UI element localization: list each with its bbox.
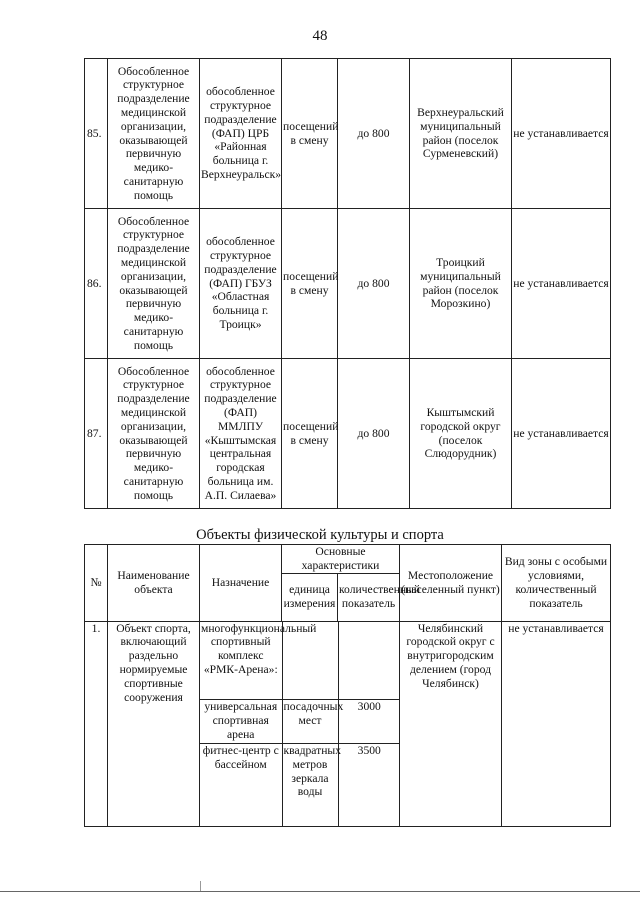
purpose-group [200,621,400,826]
object-name: Обособленное структурное подразделение медицинской организации, оказывающей первичную медико-санитарную помощь [108,59,200,209]
header-num: № [85,545,108,622]
table-row [85,621,611,826]
value-cell: до 800 [338,359,410,509]
sub-facilities [200,622,400,826]
object-name: Обособленное структурное подразделение медицинской организации, оказывающей первичную медико-санитарную помощь [108,359,200,509]
sub-row [200,744,400,826]
sub-purpose: фитнес-центр с бассейном [200,744,282,826]
complex-purpose: многофункциональный спортивный комплекс «РМК-Арена»: [201,621,317,676]
section-title: Объекты физической культуры и спорта [196,527,444,543]
value-cell [338,622,400,700]
value-cell: до 800 [338,59,410,209]
unit-cell: квадратных метров зеркала воды [282,744,338,826]
header-name: Наименование объекта [108,545,200,622]
sub-purpose: универсальная спортивная арена [200,700,282,744]
location-cell: Троицкий муниципальный район (поселок Морозкино) [410,209,512,359]
location-cell: Верхнеуральский муниципальный район (поселок Сурменевский) [410,59,512,209]
object-purpose: обособленное структурное подразделение (ФАП) ЦРБ «Районная больница г. Верхнеуральск» [200,59,282,209]
table-row [85,59,611,209]
footer-mark [200,881,201,891]
unit-cell: посадочных мест [282,700,338,744]
table-row [85,359,611,509]
zone-cell: не устанавливается [512,209,611,359]
row-number: 87. [85,359,108,509]
header-location: Местоположение (населенный пункт) [400,545,502,622]
row-number: 85. [85,59,108,209]
zone-cell: не устанавливается [512,59,611,209]
zone-cell: не устанавливается [502,621,611,826]
unit-cell: посещений в смену [282,359,338,509]
object-name: Обособленное структурное подразделение медицинской организации, оказывающей первичную медико-санитарную помощь [108,209,200,359]
header-purpose: Назначение [200,545,282,622]
object-purpose: обособленное структурное подразделение (ФАП) ММЛПУ «Кыштымская центральная городская больница им. А.П. Силаева» [200,359,282,509]
zone-cell: не устанавливается [512,359,611,509]
table-medical-facilities [84,58,611,509]
sub-row [200,700,400,744]
row-number: 1. [85,621,108,826]
value-cell: 3000 [338,700,400,744]
value-cell: до 800 [338,209,410,359]
unit-cell: посещений в смену [282,59,338,209]
header-unit: единица измерения [282,573,338,621]
object-name: Объект спорта, включающий раздельно нормируемые спортивные сооружения [108,621,200,826]
sub-row [200,622,400,700]
table-row [85,209,611,359]
object-purpose: обособленное структурное подразделение (ФАП) ГБУЗ «Областная больница г. Троицк» [200,209,282,359]
location-cell: Кыштымский городской округ (поселок Слюдорудник) [410,359,512,509]
footer-line [0,891,640,892]
page-number: 48 [312,28,328,44]
unit-cell: посещений в смену [282,209,338,359]
row-number: 86. [85,209,108,359]
header-characteristics: Основные характеристики [282,545,400,574]
header-zone: Вид зоны с особыми условиями, количественный показатель [502,545,611,622]
value-cell: 3500 [338,744,400,826]
location-cell: Челябинский городской округ с внутригородским делением (город Челябинск) [400,621,502,826]
header-value: количественный показатель [338,573,400,621]
table-sports-facilities [84,544,611,827]
header-row [85,545,611,574]
